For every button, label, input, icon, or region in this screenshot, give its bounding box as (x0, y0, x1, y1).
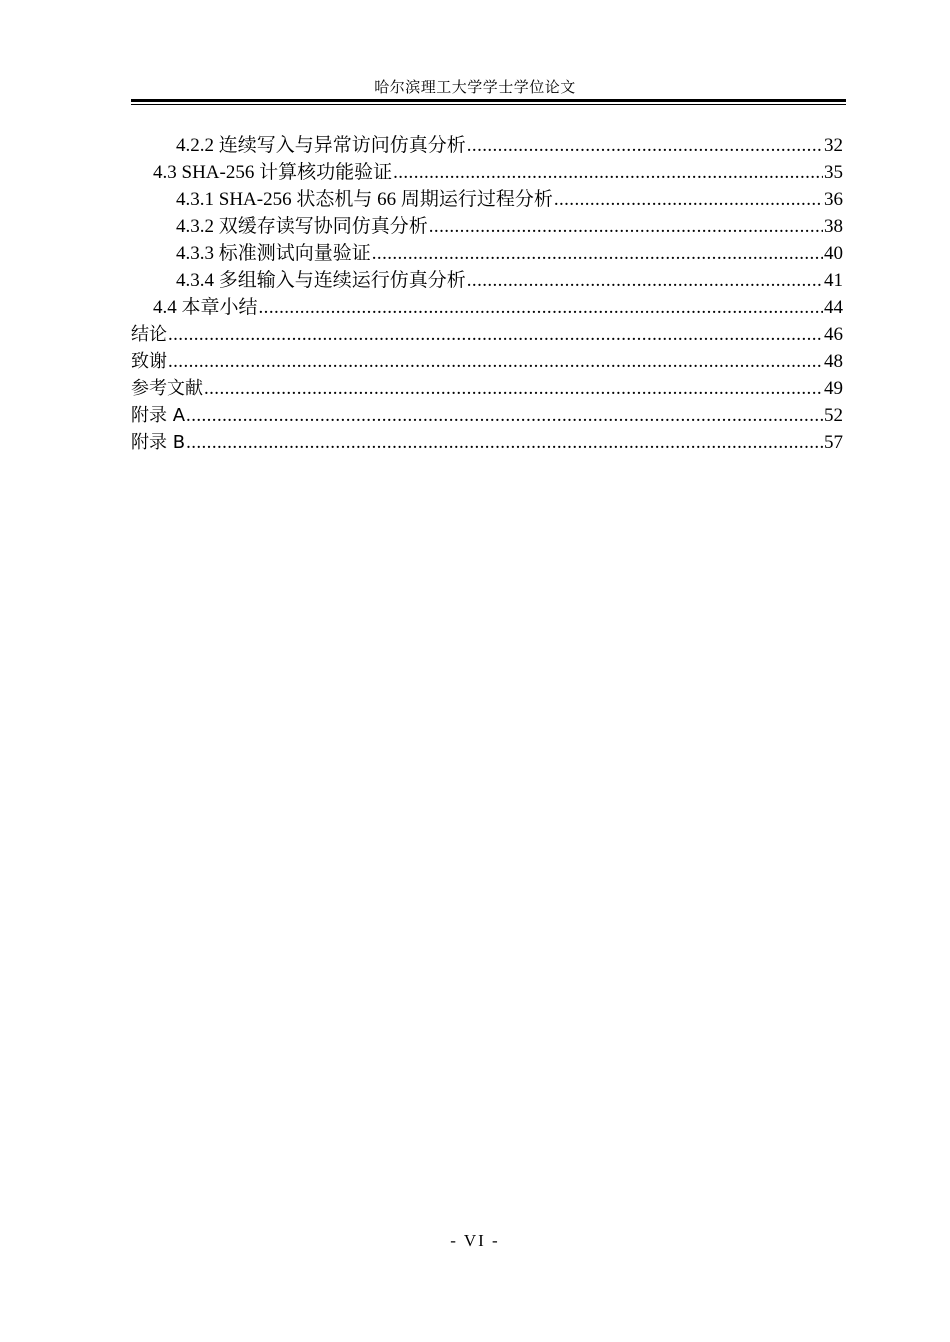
toc-entry-title: 4.3.1 SHA-256 状态机与 66 周期运行过程分析 (176, 189, 553, 210)
dot-leader (168, 321, 823, 348)
toc-entry[interactable] (131, 186, 843, 213)
toc-entry-page: 49 (824, 378, 843, 399)
toc-entry-page: 32 (824, 135, 843, 156)
running-header: 哈尔滨理工大学学士学位论文 (374, 80, 576, 96)
toc-entry-title: 4.3 SHA-256 计算核功能验证 (153, 162, 393, 183)
toc-entry-page: 41 (824, 270, 843, 291)
toc-entry-title: 附录 A (131, 405, 186, 426)
dot-leader (168, 348, 823, 375)
toc-entry-title: 4.3.3 标准测试向量验证 (176, 243, 371, 264)
toc-entry-title: 致谢 (131, 351, 167, 372)
table-of-contents (131, 132, 843, 456)
toc-entry-title: 4.2.2 连续写入与异常访问仿真分析 (176, 135, 466, 156)
toc-entry-title: 4.3.4 多组输入与连续运行仿真分析 (176, 270, 466, 291)
toc-entry-page: 35 (824, 162, 843, 183)
toc-entry[interactable] (131, 267, 843, 294)
toc-entry-page: 40 (824, 243, 843, 264)
toc-entry-title: 附录 B (131, 432, 186, 453)
toc-entry-page: 38 (824, 216, 843, 237)
dot-leader (429, 213, 823, 240)
dot-leader (554, 186, 823, 213)
toc-entry-title: 4.4 本章小结 (153, 297, 258, 318)
toc-entry[interactable] (131, 402, 843, 429)
toc-entry[interactable] (131, 375, 843, 402)
toc-entry[interactable] (131, 159, 843, 186)
dot-leader (467, 132, 823, 159)
toc-entry[interactable] (131, 132, 843, 159)
toc-entry[interactable] (131, 348, 843, 375)
toc-entry-page: 44 (824, 297, 843, 318)
toc-entry[interactable] (131, 213, 843, 240)
page-number: - VI - (450, 1231, 500, 1250)
toc-entry[interactable] (131, 321, 843, 348)
dot-leader (372, 240, 823, 267)
toc-entry-page: 36 (824, 189, 843, 210)
toc-entry[interactable] (131, 294, 843, 321)
toc-entry-title: 结论 (131, 324, 167, 345)
dot-leader (393, 159, 823, 186)
toc-entry-title: 4.3.2 双缓存读写协同仿真分析 (176, 216, 428, 237)
toc-entry-title: 参考文献 (131, 378, 203, 399)
dot-leader (186, 402, 823, 429)
toc-entry[interactable] (131, 240, 843, 267)
dot-leader (259, 294, 823, 321)
dot-leader (467, 267, 823, 294)
dot-leader (186, 429, 823, 456)
header-rule-thick (131, 99, 846, 102)
toc-entry-page: 52 (824, 405, 843, 426)
dot-leader (204, 375, 823, 402)
toc-entry-page: 46 (824, 324, 843, 345)
toc-entry-page: 48 (824, 351, 843, 372)
toc-entry-page: 57 (824, 432, 843, 453)
header-rule-thin (131, 104, 846, 105)
toc-entry[interactable] (131, 429, 843, 456)
